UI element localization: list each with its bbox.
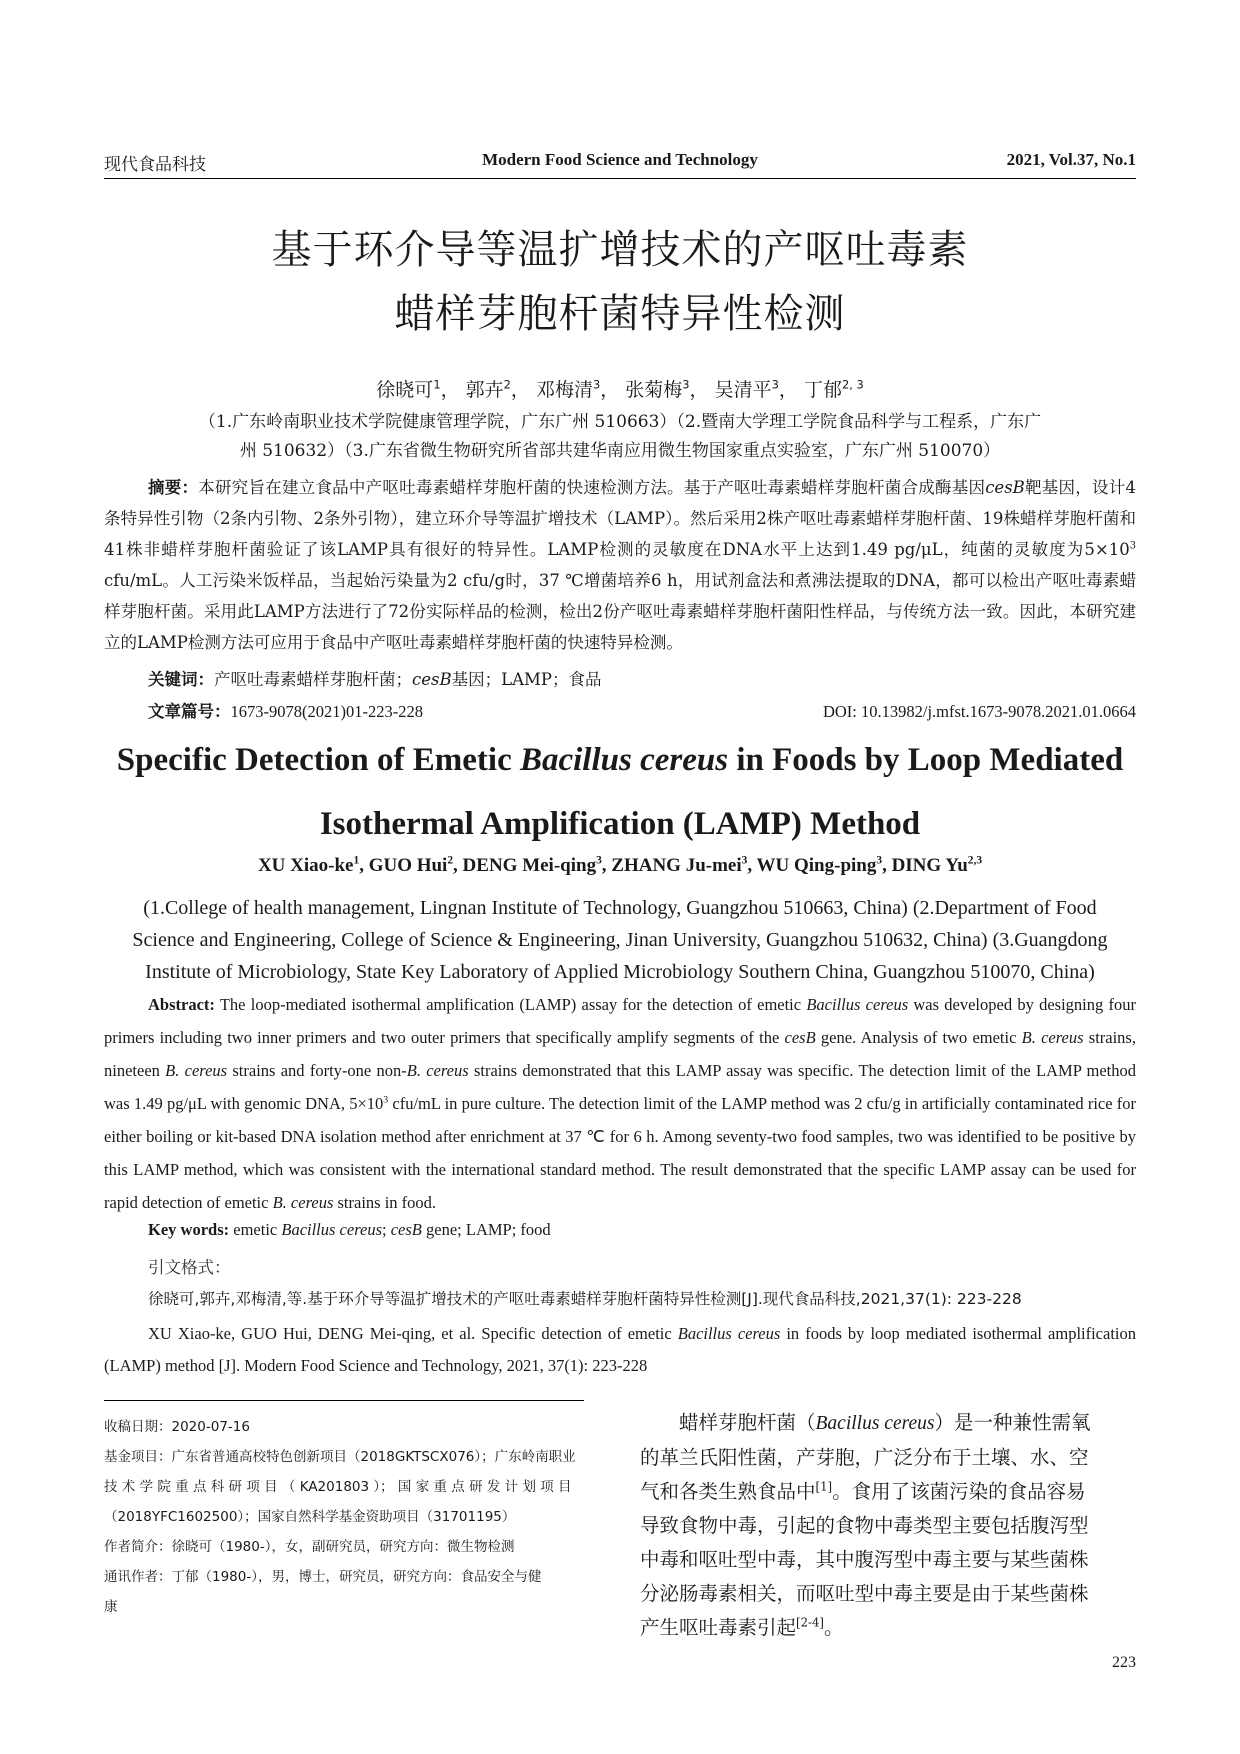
header-rule [104, 178, 1136, 179]
author: DING Yu$^{2,3}$ [891, 854, 983, 876]
footnote-rule [104, 1400, 584, 1401]
en-affiliation-line: (1.College of health management, Lingnan Institute of Technology, Guangzhou 510663, China) (2.Department of Food [143, 897, 1097, 919]
cn-affiliation-line: 州 510632）（3.广东省微生物研究所省部共建华南应用微生物国家重点实验室，广东广州 510070） [239, 441, 1001, 461]
en-abstract-label: Abstract: [148, 995, 215, 1014]
cn-title-line-2: 蜡样芽胞杆菌特异性检测 [394, 291, 846, 337]
author: 张菊梅$^3$， [625, 377, 709, 401]
cn-title-line-1: 基于环介导等温扩增技术的产呕吐毒素 [271, 227, 969, 273]
body-paragraph: 蜡样芽胞杆菌（Bacillus cereus）是一种兼性需氧 的革兰氏阳性菌，产芽胞，广泛分布于土壤、水、空 气和各类生熟食品中[1]。食用了该菌污染的食品容易 导致食物中毒，引起的食物中毒类型主要包括腹泻型 中毒和呕吐型中毒，其中腹泻型中毒主要与某些菌株 分泌肠毒素相关，而呕吐型中毒主要是由于某些菌株 产生呕吐毒素引起[2-4]。 [640, 1411, 1091, 1639]
citation-label: 引文格式： [148, 1258, 231, 1277]
footnote-line: 康 [104, 1599, 118, 1615]
author: 吴清平$^3$， [714, 377, 798, 401]
journal-name-cn: 现代食品科技 [104, 155, 206, 175]
cn-affiliations [104, 408, 1136, 466]
footnote-line: （2018YFC1602500）；国家自然科学基金资助项目（31701195） [104, 1509, 516, 1525]
en-affiliations [104, 892, 1136, 988]
footnote-line: 基金项目：广东省普通高校特色创新项目（2018GKTSCX076）；广东岭南职业 [104, 1449, 576, 1465]
en-title-line-2: Isothermal Amplification (LAMP) Method [319, 806, 921, 842]
cn-abstract: 摘要：本研究旨在建立食品中产呕吐毒素蜡样芽胞杆菌的快速检测方法。基于产呕吐毒素蜡样芽胞杆菌合成酶基因cesB靶基因，设计4条特异性引物（2条内引物、2条外引物），建立环介导等温扩增技术（LAMP）。然后采用2株产呕吐毒素蜡样芽胞杆菌、19株蜡样芽胞杆菌和41株非蜡样芽胞杆菌验证了该LAMP具有很好的特异性。LAMP检测的灵敏度在DNA水平上达到1.49 pg/μL，纯菌的灵敏度为$5\times 10^3$ cfu/mL。人工污染米饭样品，当起始污染量为2 cfu/g时，37 ℃增菌培养6 h，用试剂盒法和煮沸法提取的DNA，都可以检出产呕吐毒素蜡样芽胞杆菌。采用此LAMP方法进行了72份实际样品的检测，检出2份产呕吐毒素蜡样芽胞杆菌阳性样品，与传统方法一致。因此，本研究建立的LAMP检测方法可应用于食品中产呕吐毒素蜡样芽胞杆菌的快速特异检测。 [104, 478, 1137, 652]
page-number: 223 [1112, 1654, 1136, 1671]
author: 徐晓可$^1$， [376, 377, 460, 401]
footnote-line: 作者简介：徐晓可（1980-），女，副研究员，研究方向：微生物检测 [104, 1539, 515, 1555]
en-affiliation-line: Institute of Microbiology, State Key Laboratory of Applied Microbiology Southern China, Guangzhou 510070, China) [145, 961, 1095, 983]
running-header [104, 150, 1136, 180]
en-keywords: Key words: emetic Bacillus cereus; cesB gene; LAMP; food [148, 1220, 551, 1239]
reference-marker: [1] [815, 1479, 833, 1494]
en-keywords-label: Key words: [148, 1220, 230, 1239]
author: ZHANG Ju-mei$^3$, [611, 854, 757, 876]
cn-keywords: 关键词：产呕吐毒素蜡样芽胞杆菌；cesB基因；LAMP；食品 [148, 670, 602, 689]
author: GUO Hui$^2$, [368, 854, 463, 876]
cn-authors [104, 375, 1136, 402]
doi: DOI: 10.13982/j.mfst.1673-9078.2021.01.0664 [822, 702, 1136, 721]
author: 郭卉$^2$， [465, 377, 530, 401]
cn-keywords-label: 关键词： [148, 670, 214, 689]
article-number-label: 文章篇号： [148, 702, 231, 721]
en-affiliation-line: Science and Engineering, College of Science & Engineering, Jinan University, Guangzhou 510632, China) (3.Guangdong [132, 929, 1108, 951]
citation-cn: 徐晓可,郭卉,邓梅清,等.基于环介导等温扩增技术的产呕吐毒素蜡样芽胞杆菌特异性检测[J].现代食品科技,2021,37(1): 223-228 [148, 1290, 1022, 1308]
issue-info: 2021, Vol.37, No.1 [1006, 150, 1136, 169]
article-number-row [148, 696, 1136, 727]
journal-name-en: Modern Food Science and Technology [482, 150, 758, 169]
article-number: 1673-9078(2021)01-223-228 [230, 702, 423, 721]
author: 邓梅清$^3$， [535, 377, 620, 401]
en-abstract: Abstract: The loop-mediated isothermal amplification (LAMP) assay for the detection of emetic Bacillus cereus was developed by designing four primers including two inner primers and two outer primers that specifically amplify segments of the cesB gene. Analysis of two emetic B. cereus strains, nineteen B. cereus strains and forty-one non-B. cereus strains demonstrated that this LAMP assay was specific. The detection limit of the LAMP method was 1.49 pg/μL with genomic DNA, $5\times 10^3$ cfu/mL in pure culture. The detection limit of the LAMP method was 2 cfu/g in artificially contaminated rice for either boiling or kit-based DNA isolation method after enrichment at 37 ℃ for 6 h. Among seventy-two food samples, two was identified to be positive by this LAMP method, which was consistent with the international standard method. The result demonstrated that the specific LAMP assay can be used for rapid detection of emetic B. cereus strains in food. [104, 995, 1137, 1212]
author: XU Xiao-$ke^1$, [257, 854, 369, 876]
reference-marker: [2-4] [796, 1615, 824, 1630]
author: WU Qing-ping$^3$, [756, 854, 892, 876]
cn-abstract-label: 摘要： [148, 478, 199, 497]
cn-affiliation-line: （1.广东岭南职业技术学院健康管理学院，广东广州 510663）（2.暨南大学理工学院食品科学与工程系，广东广 [198, 412, 1042, 432]
citation-en: XU Xiao-ke, GUO Hui, DENG Mei-qing, et al. Specific detection of emetic Bacillus cereus in foods by loop mediated isothermal amplification (LAMP) method [J]. Modern Food Science and Technology, 2021, 37(1): 223-228 [104, 1324, 1137, 1375]
en-authors [104, 855, 1136, 877]
author: 丁郁$^{2, 3}$ [803, 377, 864, 401]
footnote-line: 通讯作者：丁郁（1980-），男，博士，研究员，研究方向：食品安全与健 [104, 1569, 542, 1585]
author: DENG Mei-qing$^3$, [462, 854, 612, 876]
footnote [104, 1412, 594, 1622]
footnote-line: 技 术 学 院 重 点 科 研 项 目 （ KA201803 ）； 国 家 重 点 研 发 计 划 项 目 [104, 1479, 572, 1495]
footnote-line: 收稿日期：2020-07-16 [104, 1419, 250, 1435]
en-title-line-1: Specific Detection of Emetic Bacillus cereus in Foods by Loop Mediated [116, 742, 1124, 778]
